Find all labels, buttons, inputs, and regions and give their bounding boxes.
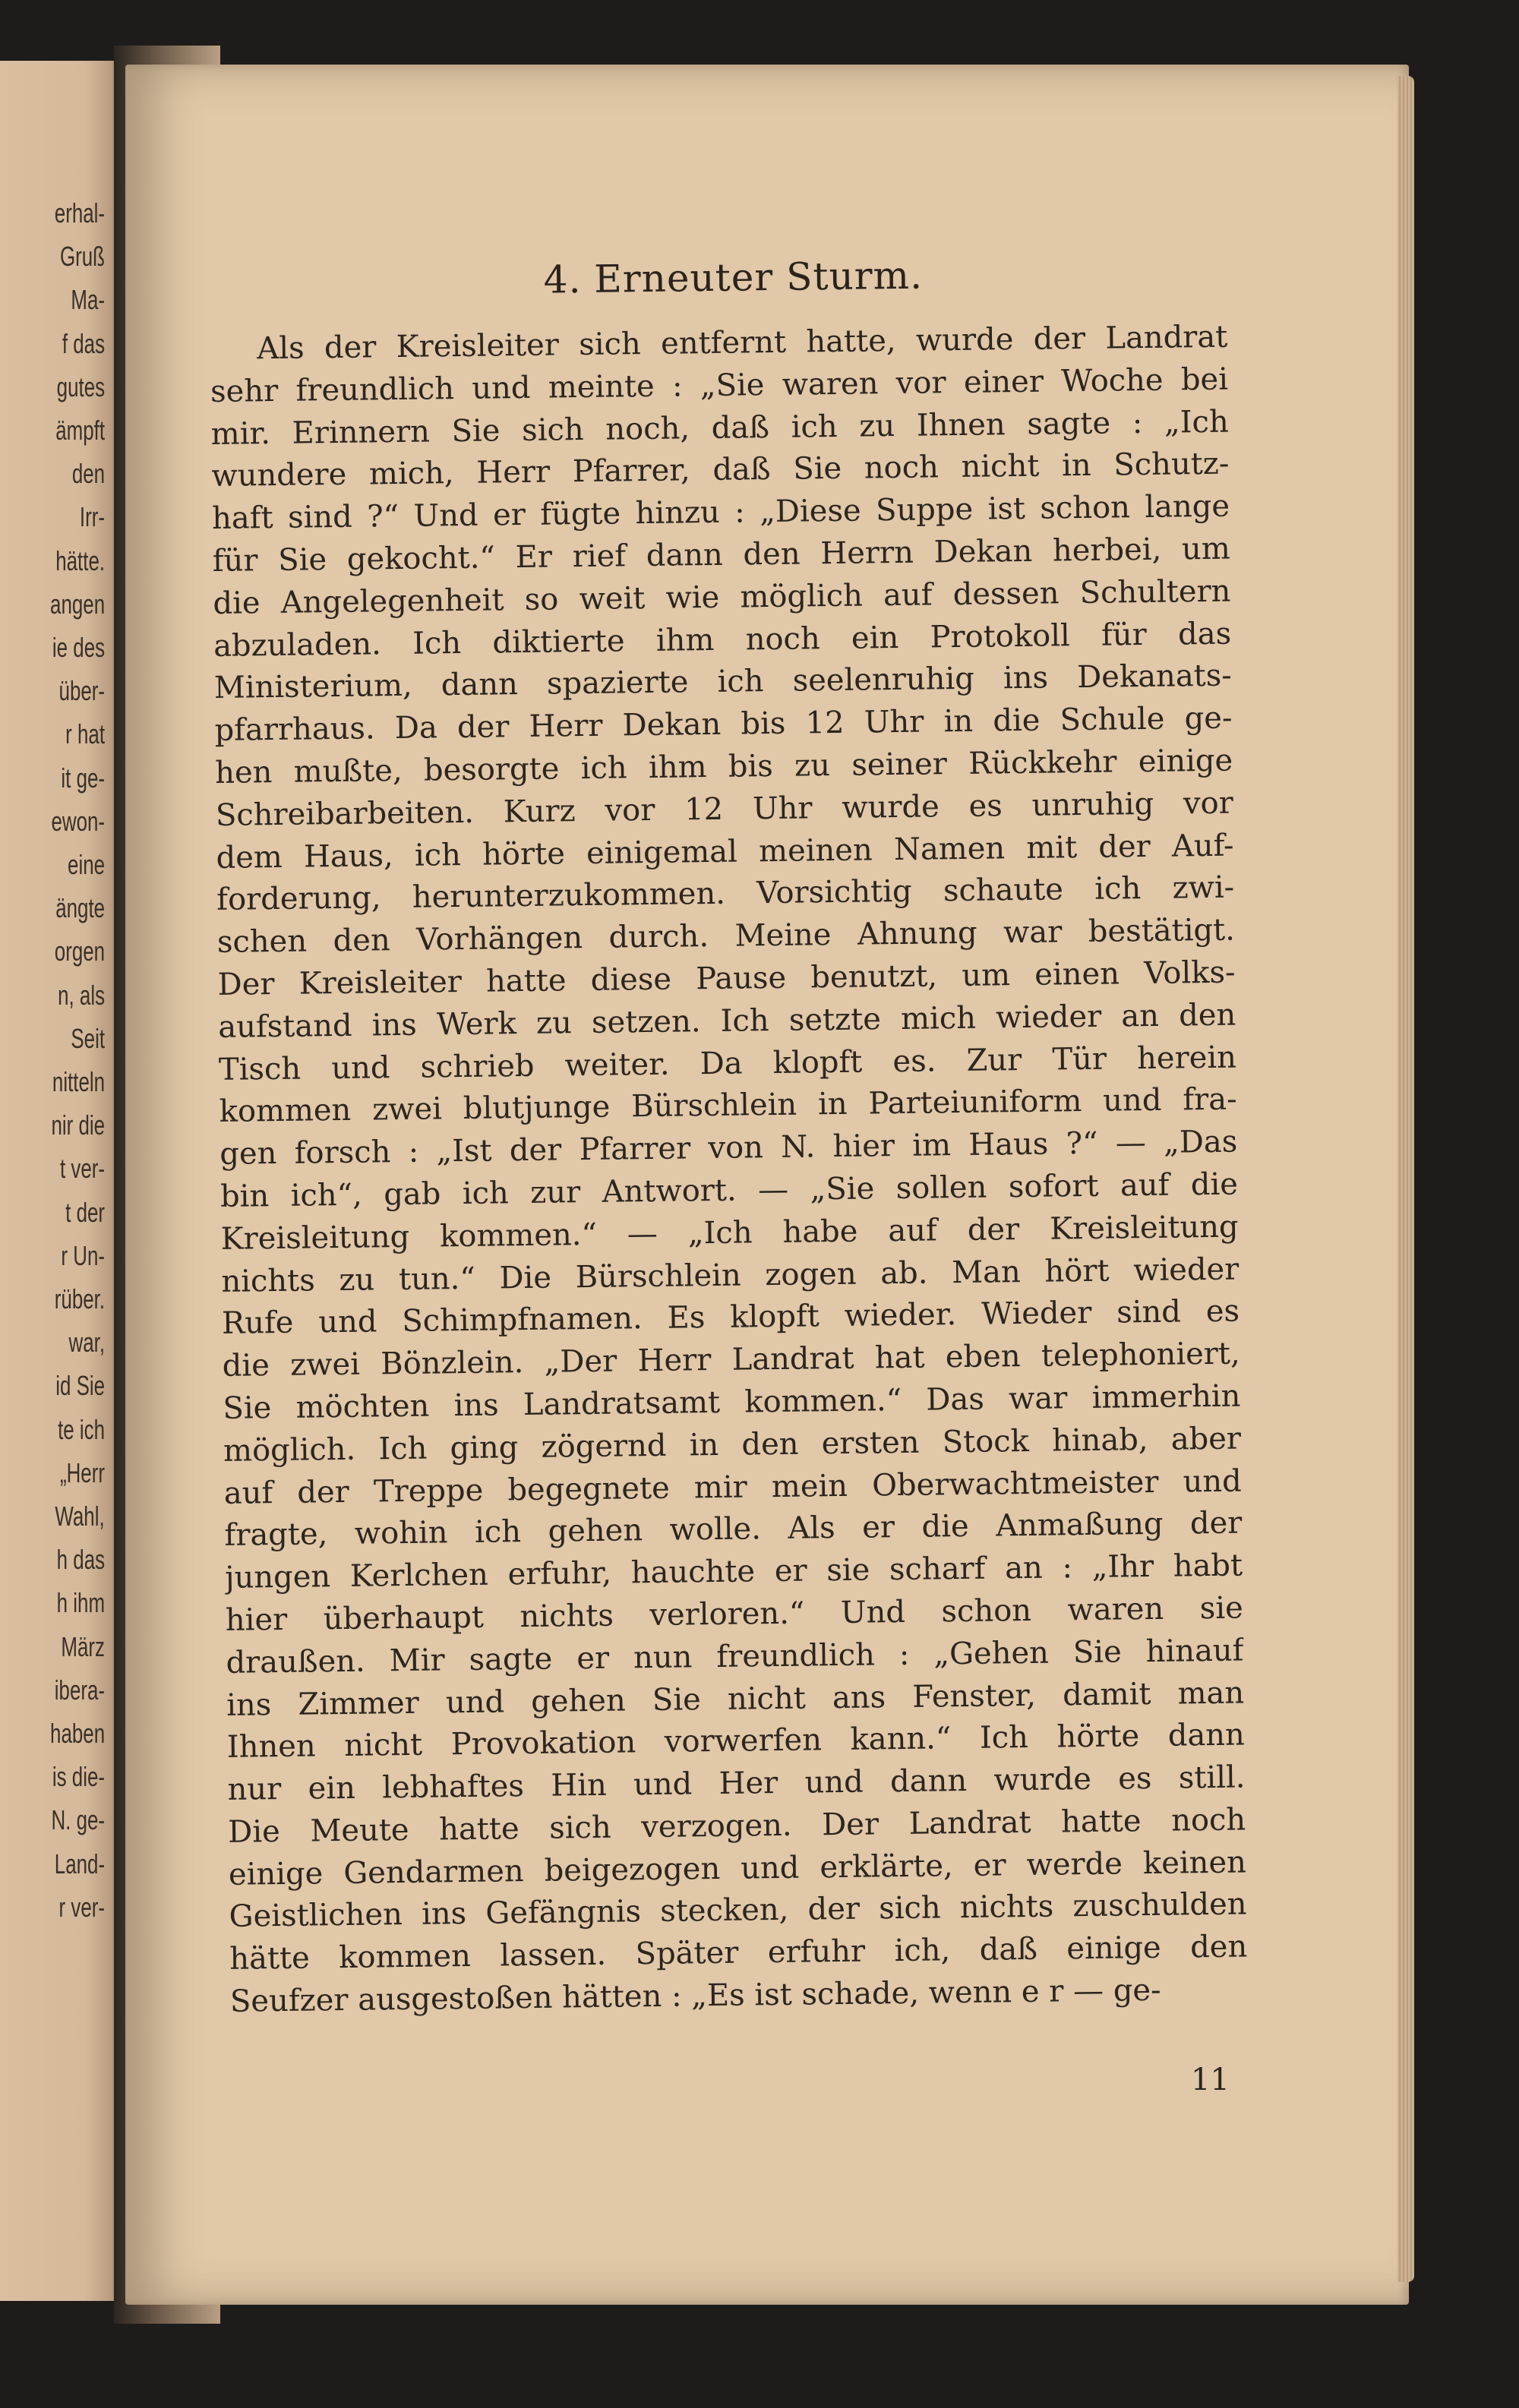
left-page-text-fragment: erhal- [54, 197, 105, 229]
text-line: dem Haus, ich hörte einigemal meinen Namen mit der Auf- [216, 828, 1234, 876]
left-page-text-fragment: haben [49, 1718, 105, 1749]
left-page-text-fragment: Gruß [59, 241, 105, 273]
left-page-text-fragment: r Un- [61, 1239, 105, 1271]
left-page-text-fragment: h ihm [56, 1587, 105, 1619]
left-page-text-fragment: ängte [55, 892, 105, 924]
left-page-text-fragment: eine [67, 849, 105, 880]
text-line: haft sind ?“ Und er fügte hinzu : „Diese Suppe ist schon lange [211, 488, 1230, 537]
left-page-fragment [0, 61, 122, 2301]
text-line: wundere mich, Herr Pfarrer, daß Sie noch nicht in Schutz- [211, 447, 1230, 494]
left-page-text-fragment: f das [62, 327, 105, 359]
left-page-text-fragment: ämpft [55, 415, 105, 446]
text-line: ins Zimmer und gehen Sie nicht ans Fenster, damit man [226, 1674, 1245, 1723]
left-page-text-fragment: Ma- [71, 284, 105, 316]
text-line: für Sie gekocht.“ Er rief dann den Herrn Dekan herbei, um [212, 531, 1230, 579]
text-line: Als der Kreisleiter sich entfernt hatte, wurde der Landrat [257, 319, 1228, 367]
text-line: sehr freundlich und meinte : „Sie waren vor einer Woche bei [210, 361, 1229, 409]
text-line: bin ich“, gab ich zur Antwort. — „Sie sollen sofort auf die [219, 1166, 1239, 1214]
page-text [209, 250, 1248, 2024]
left-page-text-fragment: t der [65, 1196, 105, 1228]
chapter-title: 4. Erneuter Sturm. [543, 253, 924, 302]
left-page-text-fragment: Irr- [79, 501, 105, 533]
left-page-text-fragment: nitteln [52, 1066, 105, 1097]
text-line: Der Kreisleiter hatte diese Pause benutzt, um einen Volks- [217, 955, 1236, 1002]
text-line: Kreisleitung kommen.“ — „Ich habe auf der Kreisleitung [220, 1209, 1239, 1257]
page-edge [1397, 76, 1414, 2282]
text-line: auf der Treppe begegnete mir mein Oberwachtmeister und [223, 1463, 1242, 1511]
text-line: Schreibarbeiten. Kurz vor 12 Uhr wurde es unruhig vor [215, 785, 1234, 833]
text-line: Tisch und schrieb weiter. Da klopft es. Zur Tür herein [218, 1040, 1237, 1087]
text-line: pfarrhaus. Da der Herr Dekan bis 12 Uhr in die Schule ge- [214, 700, 1233, 749]
left-page-text-fragment: n, als [58, 979, 105, 1011]
left-page-text-fragment: Wahl, [55, 1501, 105, 1532]
text-line: aufstand ins Werk zu setzen. Ich setzte mich wieder an den [218, 997, 1236, 1045]
left-page-text-fragment: „Herr [59, 1456, 105, 1488]
text-line: Geistlichen ins Gefängnis stecken, der sich nichts zuschulden [229, 1886, 1247, 1935]
text-line: hen mußte, besorgte ich ihm bis zu seiner Rückkehr einige [214, 743, 1233, 791]
text-line: mir. Erinnern Sie sich noch, daß ich zu Ihnen sagte : „Ich [210, 404, 1229, 452]
text-line: forderung, herunterzukommen. Vorsichtig schaute ich zwi- [216, 869, 1235, 918]
left-page-text-fragment: orgen [54, 936, 105, 967]
text-line: draußen. Mir sagte er nun freundlich : „Gehen Sie hinauf [226, 1633, 1244, 1681]
left-page-text-fragment: März [61, 1630, 105, 1662]
left-page-text-fragment: id Sie [55, 1370, 105, 1402]
left-page-text-fragment: h das [56, 1544, 105, 1576]
paragraph [210, 317, 1248, 2024]
text-line: nur ein lebhaftes Hin und Her und dann wurde es still. [227, 1759, 1246, 1807]
left-page-text-fragment: angen [49, 588, 105, 620]
left-page-text-fragment: is die- [52, 1761, 105, 1793]
text-line: Ministerium, dann spazierte ich seelenruhig ins Dekanats- [213, 658, 1233, 706]
left-page-text-fragment: gutes [56, 371, 105, 402]
left-page-text-fragment: war, [68, 1327, 105, 1359]
left-page-text-fragment: N. ge- [51, 1804, 105, 1836]
text-line: nichts zu tun.“ Die Bürschlein zogen ab. Man hört wieder [221, 1251, 1240, 1299]
left-page-text-fragment: ibera- [54, 1674, 105, 1706]
left-page-text-fragment: den [71, 458, 105, 490]
text-line: jungen Kerlchen erfuhr, hauchte er sie scharf an : „Ihr habt [224, 1548, 1243, 1595]
text-line: die Angelegenheit so weit wie möglich auf dessen Schultern [213, 573, 1231, 621]
text-line: abzuladen. Ich diktierte ihm noch ein Protokoll für das [213, 616, 1232, 664]
left-page-text-fragment: it ge- [61, 762, 105, 794]
left-page-text-fragment: über- [58, 675, 105, 707]
page-number: 11 [1191, 2062, 1230, 2097]
left-page-text-fragment: Seit [71, 1022, 105, 1054]
left-page-text-fragment: ie des [52, 632, 105, 663]
text-line: Die Meute hatte sich verzogen. Der Landrat hatte noch [227, 1802, 1246, 1850]
text-line: hier überhaupt nichts verloren.“ Und schon waren sie [225, 1590, 1244, 1638]
left-page-text-fragment: r ver- [58, 1891, 105, 1923]
left-page-text-fragment: Land- [54, 1848, 105, 1879]
text-line: einige Gendarmen beigezogen und erklärte, er werde keinen [228, 1845, 1247, 1892]
text-line: Seufzer ausgestoßen hätten : „Es ist schade, wenn e r — ge- [229, 1972, 1161, 2019]
left-page-text-fragment: t ver- [59, 1153, 105, 1185]
text-line: Sie möchten ins Landratsamt kommen.“ Das war immerhin [223, 1378, 1241, 1426]
left-page-text-fragment: ewon- [51, 805, 105, 837]
left-page-text-fragment: hätte. [55, 544, 105, 576]
text-line: Ihnen nicht Provokation vorwerfen kann.“ Ich hörte dann [226, 1717, 1246, 1766]
text-line: hätte kommen lassen. Später erfuhr ich, daß einige den [229, 1929, 1248, 1977]
left-page-text-fragment: rüber. [54, 1283, 105, 1314]
left-page-text-fragment: nir die [51, 1109, 105, 1141]
left-page-text-fragment: te ich [58, 1413, 105, 1445]
text-line: gen forsch : „Ist der Pfarrer von N. hier im Haus ?“ — „Das [219, 1124, 1238, 1172]
text-line: fragte, wohin ich gehen wolle. Als er die Anmaßung der [224, 1505, 1243, 1554]
text-line: die zwei Bönzlein. „Der Herr Landrat hat eben telephoniert, [222, 1336, 1240, 1384]
left-page-text-fragment: r hat [65, 718, 105, 750]
text-line: schen den Vorhängen durch. Meine Ahnung war bestätigt. [216, 912, 1236, 961]
text-line: möglich. Ich ging zögernd in den ersten Stock hinab, aber [223, 1421, 1242, 1469]
text-line: Rufe und Schimpfnamen. Es klopft wieder. Wieder sind es [221, 1293, 1240, 1342]
text-line: kommen zwei blutjunge Bürschlein in Parteiuniform und fra- [219, 1081, 1237, 1130]
